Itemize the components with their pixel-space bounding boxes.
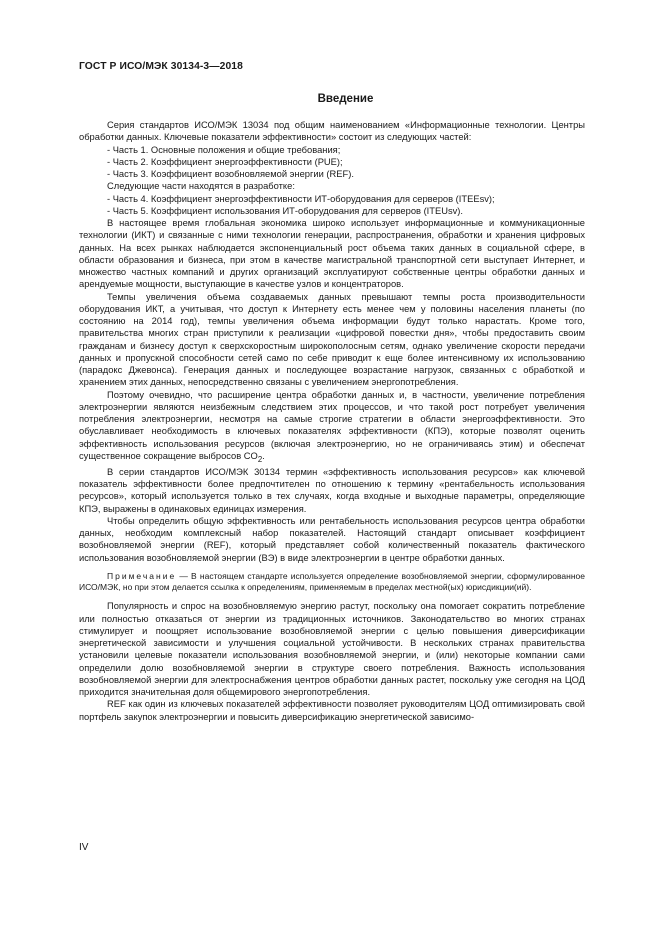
- paragraph-data-growth: Темпы увеличения объема создаваемых данных превышают темпы роста производительности оборудования ИКТ, а учитывая, что доступ к Интернету есть менее чем у половины населения планеты (по состоянию на 2014 год), темпы увеличения объема информации будут только нарастать. Кроме того, правительства многих стран приступили к реализации «цифровой повестки дня», чтобы предоставить своим гражданам и бизнесу доступ к сверхскоростным широкополосным сетям, однако увеличение скорости передачи данных и пропускной способности сетей само по себе приводит к еще более интенсивному их использованию (парадокс Джевонса). Генерация данных и последующее возрастание нагрузок, связанных с обработкой и хранением этих данных, непосредственно связаны с увеличением энергопотребления.: [79, 291, 585, 388]
- list-item-part-4: - Часть 4. Коэффициент энергоэффективности ИТ-оборудования для серверов (ITEEsv);: [107, 193, 495, 204]
- list-item-part-1: - Часть 1. Основные положения и общие требования;: [107, 144, 341, 155]
- list-item-part-3: - Часть 3. Коэффициент возобновляемой энергии (REF).: [107, 169, 354, 179]
- list-heading-in-development: Следующие части находятся в разработке:: [107, 181, 295, 192]
- list-item-part-5: - Часть 5. Коэффициент использования ИТ-оборудования для серверов (ITEUsv).: [107, 205, 464, 216]
- paragraph-energy-text: Поэтому очевидно, что расширение центра обработки данных и, в частности, увеличение потребления электроэнергии являются неизбежным следствием этих процессов, и что такой рост потребует увеличения потребления электроэнергии, несмотря на самые строгие стратегии в области энергоэффективности. Это обуславливает необходимость в ключевых показателях эффективности (КПЭ), которые позволят оценить эффективность использования ресурсов (включая электроэнергию, но не ограничиваясь этим) и обеспечат существенное сокращение выбросов CO: [79, 389, 585, 461]
- list-item-part-2: - Часть 2. Коэффициент энергоэффективности (PUE);: [107, 156, 343, 167]
- co2-subscript: 2: [257, 454, 263, 464]
- paragraph-resource-efficiency: В серии стандартов ИСО/МЭК 30134 термин «эффективность использования ресурсов» как ключевой показатель эффективности более предпочтителен по отношению к термину «рентабельность использования ресурсов», который используется только в тех случаях, когда входные и выходные параметры, определяющие КПЭ, выражены в одинаковых единицах измерения.: [79, 466, 585, 514]
- paragraph-ref-kpi: REF как один из ключевых показателей эффективности позволяет руководителям ЦОД оптимизировать свой портфель закупок электроэнергии и повысить диверсификацию энергетической зависимо-: [79, 699, 585, 722]
- paragraph-renewable-popularity: Популярность и спрос на возобновляемую энергию растут, поскольку она помогает сократить потребление или полностью отказаться от энергии из традиционных источников. Законодательство во многих странах стимулирует и поощряет использование возобновляемой энергии с целью повышения диверсификации энергетической зависимости и улучшения социальной устойчивости. В нескольких странах правительства установили целевые показатели использования возобновляемой энергии, и (или) некоторые компании сами определили долю возобновляемой энергии в структуре своего потребления. Важность использования возобновляемой энергии для электроснабжения центров обработки данных растет, поскольку уже сегодня на ЦОД приходится значительная доля общемирового энергопотребления.: [79, 601, 585, 698]
- page-number: IV: [79, 842, 89, 853]
- section-title: Введение: [317, 93, 374, 105]
- paragraph-energy-consumption: [79, 389, 585, 466]
- paragraph-series-intro: Серия стандартов ИСО/МЭК 13034 под общим наименованием «Информационные технологии. Центры обработки данных. Ключевые показатели эффективности» состоит из следующих частей:: [79, 120, 585, 143]
- paragraph-global-economy: В настоящее время глобальная экономика широко использует информационные и коммуникационные технологии (ИКТ) и связанные с ними технологии генерации, распространения, обработки и хранения цифровых данных. На всех рынках наблюдается экспоненциальный рост объема таких данных в социальной сфере, в области образования и бизнеса, при этом в качестве магистральной транспортной сети выступает Интернет, и множество частных компаний и других организаций эксплуатируют собственные центры обработки данных и арендуемые мощности, выступающие в качестве узлов и концентраторов.: [79, 218, 585, 290]
- note-text: — В настоящем стандарте используется определение возобновляемой энергии, сформулированное ИСО/МЭК, но при этом делается ссылка к определениям, применяемым в пределах местной(ых) юрисдикции(ий).: [79, 570, 585, 593]
- paragraph-energy-end: .: [262, 450, 265, 461]
- note-label: Примечание: [107, 570, 177, 581]
- document-body: [79, 119, 585, 723]
- paragraph-ref-description: Чтобы определить общую эффективность или рентабельность использования ресурсов центра обработки данных, необходим комплексный набор показателей. Настоящий стандарт описывает коэффициент возобновляемой энергии (REF), который представляет собой количественный показатель фактического использования возобновляемой энергии (ВЭ) в виде электроэнергии в центре обработки данных.: [79, 515, 585, 563]
- standard-header: ГОСТ Р ИСО/МЭК 30134-3—2018: [79, 61, 243, 72]
- note: [79, 571, 585, 594]
